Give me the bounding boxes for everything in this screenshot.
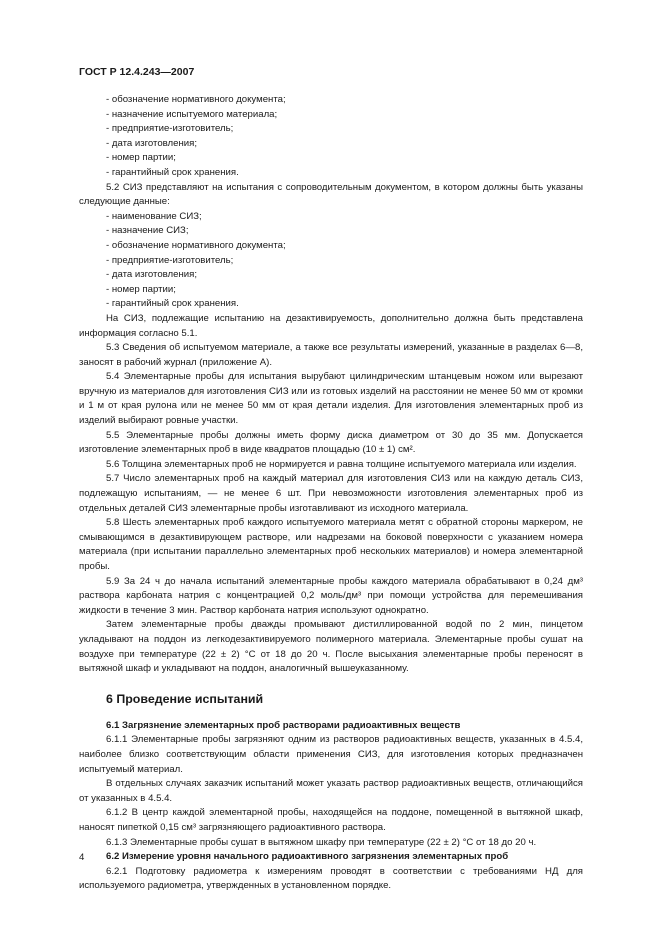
paragraph-5-9-cont: Затем элементарные пробы дважды промывают дистиллированной водой по 2 мин, пинцетом укладывают на поддон из легкодезактивируемого полимерного материала. Элементарные пробы сушат на воздухе при температуре (22 ± 2) °С от 18 до 20 ч. После высыхания элементарные пробы переносят в вытяжной шкаф и укладывают на поддон, аналогичный вышеуказанному. [79, 619, 583, 675]
list-item: - дата изготовления; [106, 137, 197, 149]
paragraph-5-5: 5.5 Элементарные пробы должны иметь форму диска диаметром от 30 до 35 мм. Допускается изготовление элементарных проб в виде квадратов площадью (10 ± 1) см². [79, 429, 583, 456]
document-header: ГОСТ Р 12.4.243—2007 [79, 66, 195, 78]
paragraph-5-2: 5.2 СИЗ представляют на испытания с сопроводительным документом, в котором должны быть указаны следующие данные: [79, 181, 583, 208]
list-item: - обозначение нормативного документа; [106, 94, 286, 105]
paragraph-5-9: 5.9 За 24 ч до начала испытаний элементарные пробы каждого материала обрабатывают в 0,24 дм³ раствора карбоната натрия с концентрацией 0,2 моль/дм³ при помощи устройства для перемешивания жидкости в течение 3 мин. Раствор карбоната натрия используют однократно. [79, 575, 583, 616]
paragraph-6-1-3: 6.1.3 Элементарные пробы сушат в вытяжном шкафу при температуре (22 ± 2) °С от 18 до 20 ч. [106, 836, 537, 848]
subsection-6-2-heading: 6.2 Измерение уровня начального радиоактивного загрязнения элементарных проб [106, 851, 509, 863]
paragraph-6-1-2: 6.1.2 В центр каждой элементарной пробы, находящейся на поддоне, помещенной в вытяжной шкаф, наносят пипеткой 0,15 см³ загрязняющего радиоактивного раствора. [79, 807, 583, 833]
section-6-heading: 6 Проведение испытаний [106, 691, 264, 706]
list-item: - номер партии; [106, 283, 176, 295]
list-item: - предприятие-изготовитель; [106, 123, 234, 135]
paragraph-5-4: 5.4 Элементарные пробы для испытания вырубают цилиндрическим штанцевым ножом или вырезают вручную из материалов для изготовления СИЗ или из готовых изделий на расстоянии не менее 50 мм от кромки и 1 м от края рулона или не менее 50 мм от края детали изделия. Для изготовления элементарных проб из изделий выбирают ровные участки. [79, 371, 583, 427]
paragraph-6-1-1: 6.1.1 Элементарные пробы загрязняют одним из растворов радиоактивных веществ, указанных в 4.5.4, наиболее близко соответствующим области применения СИЗ, для изготовления которых предназначен испытуемый материал. [79, 734, 583, 775]
list-item: - гарантийный срок хранения. [106, 166, 239, 178]
list-item: - назначение СИЗ; [106, 225, 189, 237]
paragraph-6-2-1: 6.2.1 Подготовку радиометра к измерениям проводят в соответствии с требованиями НД для используемого радиометра, утвержденных в установленном порядке. [79, 865, 583, 892]
list-item: - номер партии; [106, 152, 176, 164]
list-item: - наименование СИЗ; [106, 210, 202, 222]
paragraph-5-6: 5.6 Толщина элементарных проб не нормируется и равна толщине испытуемого материала или изделия. [106, 458, 577, 470]
list-item: - гарантийный срок хранения. [106, 298, 239, 310]
page-number: 4 [79, 852, 85, 863]
paragraph-6-1-1-cont: В отдельных случаях заказчик испытаний может указать раствор радиоактивных веществ, отличающийся от указанных в 4.5.4. [79, 778, 583, 804]
paragraph-5-3: 5.3 Сведения об испытуемом материале, а также все результаты измерений, указанные в разделах 6—8, заносят в рабочий журнал (приложение А). [79, 342, 583, 368]
list-item: - обозначение нормативного документа; [106, 239, 286, 251]
paragraph-5-7: 5.7 Число элементарных проб на каждый материал для изготовления СИЗ или на каждую деталь СИЗ, подлежащую испытаниям, — не менее 6 шт. При невозможности изготовления элементарных проб из отдельных деталей СИЗ элементарные пробы изготавливают из исходного материала. [79, 473, 583, 514]
list-item: - назначение испытуемого материала; [106, 108, 278, 120]
paragraph-extra-info: На СИЗ, подлежащие испытанию на дезактивируемость, дополнительно должна быть представлена информация согласно 5.1. [79, 312, 583, 339]
subsection-6-1-heading: 6.1 Загрязнение элементарных проб растворами радиоактивных веществ [106, 719, 461, 731]
paragraph-5-8: 5.8 Шесть элементарных проб каждого испытуемого материала метят с обратной стороны маркером, не смывающимся в дезактивирующем растворе, или надрезами на боковой поверхности с указанием номера материала (при испытании параллельно элементарных проб нескольких материалов) и номера элементарной пробы. [79, 517, 583, 572]
list-item: - дата изготовления; [106, 269, 197, 281]
document-body [79, 93, 583, 894]
list-item: - предприятие-изготовитель; [106, 254, 234, 266]
